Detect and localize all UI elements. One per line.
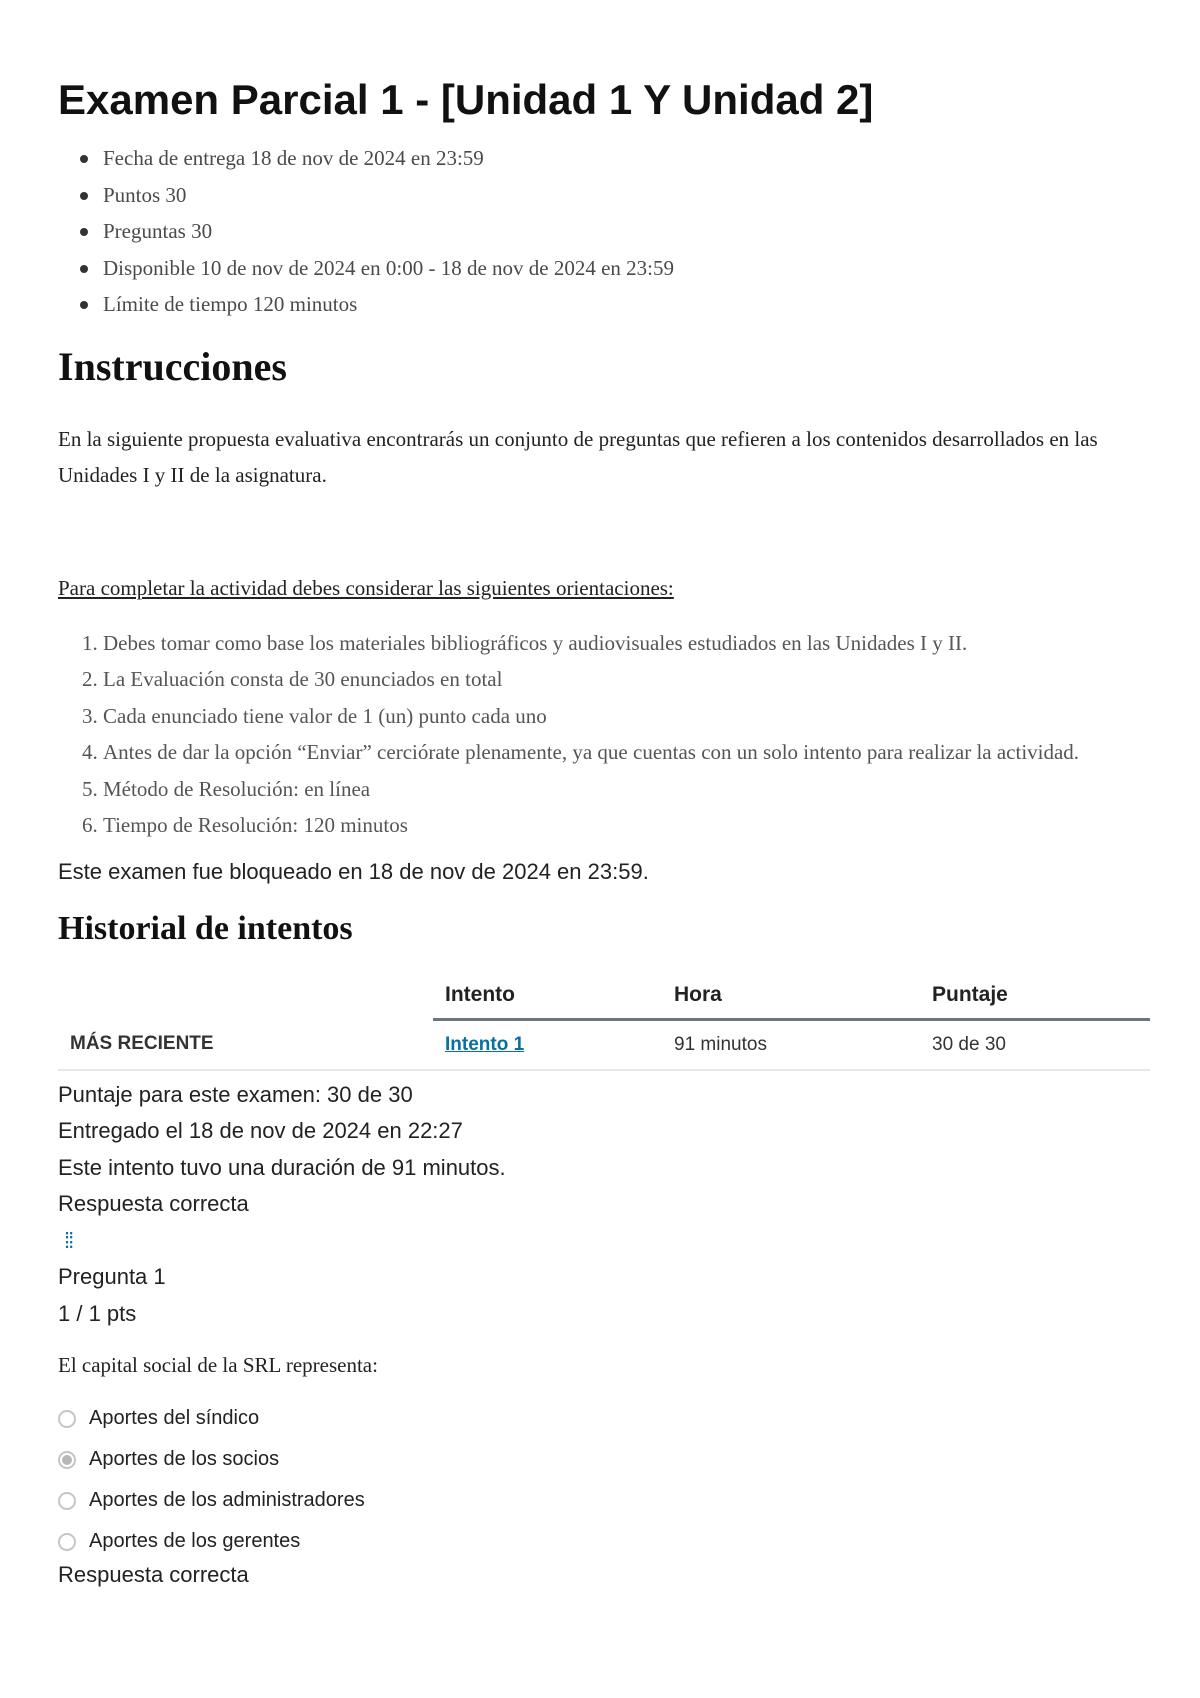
page-title: Examen Parcial 1 - [Unidad 1 Y Unidad 2] [58, 76, 874, 123]
instruction-step: 3. Cada enunciado tiene valor de 1 (un) punto cada uno [103, 698, 1142, 735]
attempt-history-table [58, 972, 1150, 1071]
score-cell: 30 de 30 [920, 1019, 1150, 1070]
attempt-duration: Este intento tuvo una duración de 91 minutos. [58, 1154, 506, 1180]
answer-options [58, 1398, 1142, 1562]
radio-button-selected[interactable] [58, 1451, 76, 1469]
answer-option[interactable] [58, 1398, 1142, 1439]
availability: Disponible 10 de nov de 2024 en 0:00 - 18 de nov de 2024 en 23:59 [103, 250, 1142, 287]
column-header-score: Puntaje [920, 972, 1150, 1020]
locked-notice: Este examen fue bloqueado en 18 de nov de 2024 en 23:59. [58, 858, 649, 884]
instruction-step: 1. Debes tomar como base los materiales bibliográficos y audiovisuales estudiados en las Unidades I y II. [103, 625, 1142, 662]
submitted-date: Entregado el 18 de nov de 2024 en 22:27 [58, 1118, 463, 1143]
attempt-cell [433, 1019, 662, 1070]
instructions-steps [58, 625, 1142, 844]
radio-button[interactable] [58, 1533, 76, 1551]
answer-label: Aportes de los gerentes [89, 1530, 301, 1552]
answer-option[interactable] [58, 1521, 1142, 1562]
column-header-blank [58, 972, 433, 1020]
instruction-step: 2. La Evaluación consta de 30 enunciados en total [103, 661, 1142, 698]
radio-button[interactable] [58, 1410, 76, 1428]
instructions-intro: En la siguiente propuesta evaluativa encontrarás un conjunto de preguntas que refieren a los contenidos desarrollados en las Unidades I y II de la asignatura. [58, 426, 1098, 487]
most-recent-label: MÁS RECIENTE [58, 1019, 433, 1070]
question-number: Pregunta 1 [58, 1264, 166, 1289]
attempt-link[interactable]: Intento 1 [445, 1033, 525, 1055]
column-header-attempt: Intento [433, 972, 662, 1020]
points: Puntos 30 [103, 177, 1142, 214]
due-date: Fecha de entrega 18 de nov de 2024 en 23:59 [103, 140, 1142, 177]
answer-label: Aportes de los administradores [89, 1489, 365, 1511]
answer-label: Aportes de los socios [89, 1448, 280, 1470]
column-header-time: Hora [662, 972, 920, 1020]
instruction-step: 6. Tiempo de Resolución: 120 minutos [103, 807, 1142, 844]
answer-result: Respuesta correcta [58, 1562, 249, 1587]
question-text: El capital social de la SRL representa: [58, 1353, 378, 1377]
questions-count: Preguntas 30 [103, 213, 1142, 250]
table-row [58, 1019, 1150, 1070]
radio-button[interactable] [58, 1492, 76, 1510]
instruction-step: 5. Método de Resolución: en línea [103, 771, 1142, 808]
time-limit: Límite de tiempo 120 minutos [103, 286, 1142, 323]
instructions-heading: Instrucciones [58, 343, 287, 389]
answer-option[interactable] [58, 1480, 1142, 1521]
answer-option[interactable] [58, 1439, 1142, 1480]
attempt-summary [58, 1077, 1142, 1333]
exam-score: Puntaje para este examen: 30 de 30 [58, 1081, 413, 1107]
table-header-row [58, 972, 1150, 1020]
drag-handle-icon[interactable]: ⁞⁞ [64, 1227, 73, 1253]
answer-label: Aportes del síndico [89, 1407, 260, 1429]
history-heading: Historial de intentos [58, 909, 353, 947]
instructions-guide-title: Para completar la actividad debes considerar las siguientes orientaciones: [58, 575, 674, 600]
quiz-details-list [58, 140, 1142, 323]
question-points: 1 / 1 pts [58, 1300, 137, 1326]
instruction-step: 4. Antes de dar la opción “Enviar” cerciórate plenamente, ya que cuentas con un solo intento para realizar la actividad. [103, 734, 1142, 771]
question-status: Respuesta correcta [58, 1191, 249, 1216]
time-cell: 91 minutos [662, 1019, 920, 1070]
